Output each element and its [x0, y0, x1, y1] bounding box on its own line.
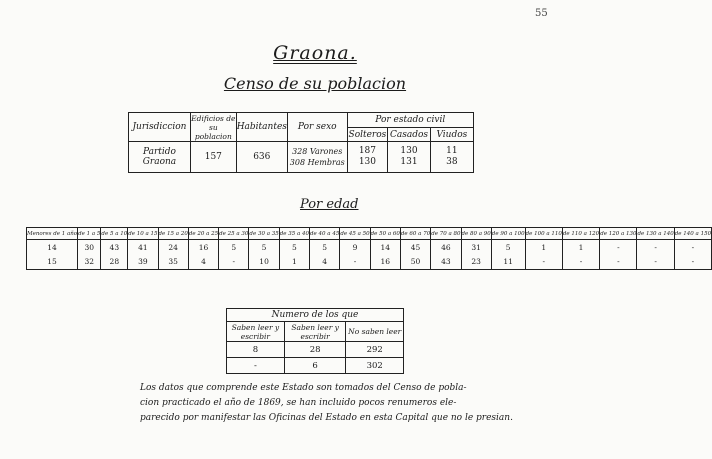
footnote-line: parecido por manifestar las Oficinas del Estado en esta Capital que no le presian.	[140, 413, 513, 423]
age-cell: 16	[188, 240, 218, 255]
age-header-cell: de 25 a 30	[219, 228, 249, 240]
literacy-cell: 292	[346, 342, 404, 358]
age-header-cell: de 100 a 110	[525, 228, 562, 240]
age-cell: 14	[370, 240, 400, 255]
footnote-line: cion practicado el año de 1869, se han incluido pocos renumeros ele-	[140, 398, 457, 408]
age-table	[26, 227, 712, 270]
age-cell: -	[600, 240, 637, 255]
age-cell: 43	[101, 240, 128, 255]
literacy-cell: 28	[284, 342, 346, 358]
age-cell: 5	[279, 240, 309, 255]
table-row	[227, 358, 404, 374]
age-cell: 28	[101, 255, 128, 270]
age-header-cell: de 15 a 20	[158, 228, 188, 240]
age-header-cell: de 35 a 40	[279, 228, 309, 240]
age-cell: 50	[400, 255, 430, 270]
age-cell: 1	[525, 240, 562, 255]
age-header-cell: de 60 a 70	[400, 228, 430, 240]
age-cell: 10	[249, 255, 279, 270]
single-value: 130	[358, 157, 376, 167]
header-married: Casados	[388, 128, 430, 142]
sex-female: 308 Hembras	[289, 158, 345, 167]
age-cell: 24	[158, 240, 188, 255]
age-cell: -	[637, 240, 674, 255]
age-cell: 9	[340, 240, 370, 255]
age-cell: -	[219, 255, 249, 270]
literacy-title: Numero de los que	[227, 309, 404, 322]
age-cell: 5	[219, 240, 249, 255]
age-cell: 41	[128, 240, 158, 255]
age-cell: 43	[431, 255, 461, 270]
footnote	[140, 381, 610, 426]
literacy-table	[226, 308, 404, 374]
literacy-header: Saben leer y escribir	[284, 322, 346, 342]
age-header-cell: de 130 a 140	[637, 228, 674, 240]
literacy-cell: 8	[227, 342, 285, 358]
age-cell: -	[340, 255, 370, 270]
header-widowed: Viudos	[430, 128, 473, 142]
age-header-cell: de 30 a 35	[249, 228, 279, 240]
age-header-cell: de 90 a 100	[491, 228, 525, 240]
age-cell: -	[525, 255, 562, 270]
age-cell: -	[600, 255, 637, 270]
age-cell: 45	[400, 240, 430, 255]
age-header-cell: de 50 a 60	[370, 228, 400, 240]
sex-male: 328 Varones	[292, 147, 343, 156]
age-cell: -	[674, 255, 711, 270]
age-cell: 32	[78, 255, 101, 270]
literacy-header: Saben leer y escribir	[227, 322, 285, 342]
age-header-cell: de 120 a 130	[600, 228, 637, 240]
literacy-cell: -	[227, 358, 285, 374]
age-cell: 14	[27, 240, 78, 255]
married-value: 130	[400, 146, 418, 156]
age-cell: 35	[158, 255, 188, 270]
age-header-cell: de 5 a 10	[101, 228, 128, 240]
header-single: Solteros	[348, 129, 387, 140]
age-cell: 11	[491, 255, 525, 270]
row-widowed	[430, 142, 473, 173]
literacy-cell: 6	[284, 358, 346, 374]
age-cell: 39	[128, 255, 158, 270]
header-civil-state: Por estado civil	[347, 113, 473, 128]
widowed-value: 11	[446, 146, 458, 156]
row-inhabitants: 636	[236, 142, 287, 173]
page-title: Graona.	[273, 42, 357, 64]
age-section-title: Por edad	[300, 197, 359, 212]
row-by-sex	[287, 142, 347, 173]
row-married	[388, 142, 430, 173]
age-header-cell: de 45 a 50	[340, 228, 370, 240]
age-cell: 1	[279, 255, 309, 270]
age-cell: 4	[188, 255, 218, 270]
age-cell: 4	[310, 255, 340, 270]
age-header-cell: de 110 a 120	[562, 228, 599, 240]
age-cell: 1	[562, 240, 599, 255]
age-header-cell: de 140 a 150	[674, 228, 711, 240]
age-cell: 5	[249, 240, 279, 255]
age-header-cell: de 80 a 90	[461, 228, 491, 240]
age-cell: -	[637, 255, 674, 270]
age-cell: -	[562, 255, 599, 270]
single-value: 187	[358, 146, 376, 156]
table-row	[27, 255, 712, 270]
age-header-cell: de 20 a 25	[188, 228, 218, 240]
header-jurisdiction: Jurisdiccion	[129, 113, 191, 142]
population-table	[128, 112, 474, 173]
widowed-value: 38	[446, 157, 458, 167]
age-header-cell: Menores de 1 año	[27, 228, 78, 240]
header-dwellings: Edificios de su poblacion	[191, 113, 236, 141]
age-header-row	[27, 228, 712, 240]
age-cell: 15	[27, 255, 78, 270]
age-cell: -	[674, 240, 711, 255]
age-header-cell: de 70 a 80	[431, 228, 461, 240]
footnote-line: Los datos que comprende este Estado son tomados del Censo de pobla-	[140, 383, 467, 393]
age-header-cell: de 40 a 45	[310, 228, 340, 240]
age-cell: 46	[431, 240, 461, 255]
row-single	[347, 142, 388, 173]
age-cell: 31	[461, 240, 491, 255]
page-subtitle: Censo de su poblacion	[223, 74, 407, 93]
header-inhabitants: Habitantes	[236, 113, 287, 142]
age-cell: 23	[461, 255, 491, 270]
table-row	[27, 240, 712, 255]
table-row	[227, 342, 404, 358]
age-cell: 5	[491, 240, 525, 255]
row-jurisdiction: Partido Graona	[129, 142, 191, 173]
age-cell: 16	[370, 255, 400, 270]
row-dwellings: 157	[190, 142, 236, 173]
married-value: 131	[400, 157, 418, 167]
age-cell: 30	[78, 240, 101, 255]
header-by-sex: Por sexo	[287, 113, 347, 142]
age-header-cell: de 10 a 15	[128, 228, 158, 240]
age-header-cell: de 1 a 5	[78, 228, 101, 240]
literacy-cell: 302	[346, 358, 404, 374]
age-cell: 5	[310, 240, 340, 255]
literacy-header: No saben leer	[346, 322, 404, 342]
page-number: 55	[535, 8, 548, 19]
